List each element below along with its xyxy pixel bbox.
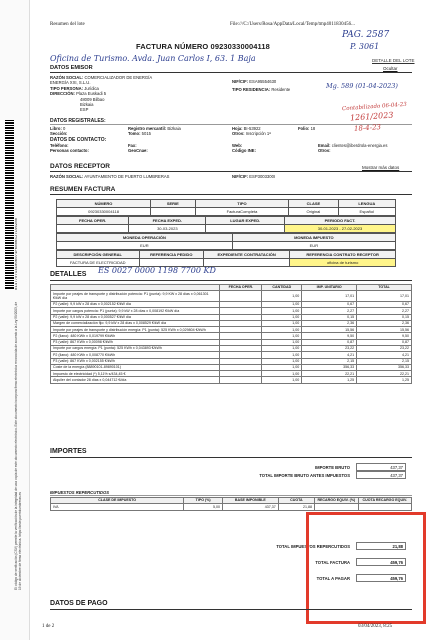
- gross-amount: 437,37: [356, 463, 406, 471]
- contact-col-2: Fax: GeoCnae:: [128, 143, 148, 154]
- batch-detail-link[interactable]: DETALLE DEL LOTE: [372, 58, 415, 63]
- print-date: 03/04/2023, 8:25: [358, 624, 393, 629]
- summary-table: [56, 199, 396, 267]
- hw-account-number: ES 0027 0000 1198 7700 KD: [98, 266, 216, 275]
- amounts-section-title: IMPORTES: [50, 448, 87, 455]
- summary-row-1: NÚMERO SERIE TIPO CLASE LENGUA 09230330004118 FacturaCompleta Original Español: [56, 199, 396, 216]
- barcode-text: 8147707141006071F6806SJ7CV62B0: [15, 217, 19, 290]
- registry-col-3: Hoja: BI-53922 Otros: Inscripción 1ª: [232, 126, 271, 137]
- table-row: P3 (valle): 867 KWh x 0,002155 €/kWh 1,00 2,15 2,15: [51, 358, 412, 364]
- divider: [50, 495, 412, 496]
- table-row: Coste de la energía (88890101-89890101) 1,00 356,33 356,33: [51, 364, 412, 370]
- hw-registry-note: Mg. 589 (01-04-2023): [326, 82, 398, 90]
- batch-summary-label: Resumen del lote: [50, 22, 85, 27]
- hw-location-note: Oficina de Turismo. Avda. Juan Carlos I, 63. 1 Baja: [50, 54, 256, 63]
- taxes-table: CLASE DE IMPUESTO TIPO (%) BASE IMPONIBLE CUOTA RECARGO EQUIV. (%) CUOTA RECARGO EQUIV. IVA 5,00 437,37 21,88: [50, 497, 412, 511]
- total-taxes: 21,88: [356, 542, 406, 550]
- receiver-nif: NIF/CIF: ESP3003300I: [232, 174, 276, 179]
- page-indicator: 1 de 2: [42, 624, 55, 629]
- stamp-date: 18-4-23: [353, 123, 382, 133]
- table-row: P3 (valle): 867 KWh x 0,00098 €/kWh 1,00 0,87 0,87: [51, 339, 412, 345]
- table-row: Alquiler del contador 28 días x 0,044712 €/día 1,00 1,25 1,25: [51, 377, 412, 383]
- verification-note: El código de verificación (CSV) permite la verificación de la integridad de una copia de este documento electrónico. Este documento incorpora firma electrónica reconocida de acuerdo a la Ley 59/2003, de 19 de diciembre de firma electrónica. https://sede.puertolumbreras.es: [14, 301, 22, 590]
- divider: [50, 194, 412, 195]
- receiver-section-title: DATOS RECEPTOR: [50, 163, 110, 170]
- summary-row-2: FECHA OPER. FECHA EXPED. LUGAR EXPED. PERIODO FACT. 30-03-2023 30-01-2023 - 27-02-2023: [56, 216, 396, 233]
- issuer-section-title: DATOS EMISOR: [50, 65, 93, 71]
- divider: [50, 457, 412, 458]
- total-gross-label: TOTAL IMPORTE BRUTO ANTES IMPUESTOS: [259, 473, 350, 478]
- table-row: Impuesto de electricidad (*) 5,11% s/434,45 € 1,00 22,21 22,21: [51, 371, 412, 377]
- stamp-number: 1261/2023: [349, 110, 394, 123]
- total-taxes-label: TOTAL IMPUESTOS REPERCUTIDOS: [276, 544, 350, 549]
- highlight-box: [306, 512, 426, 624]
- registry-section-title: DATOS REGISTRALES:: [50, 118, 106, 124]
- hw-page-number-1: PAG. 2587: [342, 30, 390, 40]
- payment-section-title: DATOS DE PAGO: [50, 600, 108, 607]
- details-section-title: DETALLES: [50, 271, 87, 278]
- verification-sidebar: [0, 0, 30, 640]
- table-row: P2 (llano): 480 KWh x 0,008770 €/kWh 1,00 4,21 4,21: [51, 352, 412, 358]
- divider: [50, 280, 412, 281]
- contact-col-1: Teléfono: Personas contacto:: [50, 143, 89, 154]
- registry-col-1: Libro: 0 Sección:: [50, 126, 68, 137]
- hide-button[interactable]: Ocultar: [383, 66, 398, 71]
- registry-folio: Folio: 18: [298, 126, 316, 131]
- barcode: [5, 120, 14, 290]
- divider: [50, 609, 412, 610]
- issuer-tax-info: NIF/CIF: ESA95554630 TIPO RESIDENCIA: Residente: [232, 79, 291, 92]
- total-invoice-label: TOTAL FACTURA: [315, 560, 350, 565]
- total-to-pay-label: TOTAL A PAGAR: [316, 576, 350, 581]
- contact-col-3: Web: Código INE:: [232, 143, 256, 154]
- file-path: File:///C:/Users/Rosa/AppData/Local/Temp/tmp4011830456...: [230, 22, 355, 27]
- hw-page-number-2: P. 3061: [350, 42, 380, 51]
- table-row: Importe por cargos energía: P1 (punta): 525 KWh x 0,043893 €/kWh 1,00 23,22 23,22: [51, 346, 412, 352]
- gross-amount-label: IMPORTE BRUTO: [314, 465, 350, 470]
- invoice-title: FACTURA NÚMERO 09230330004118: [136, 42, 270, 51]
- contract-reference: oficina de turismo: [290, 259, 396, 267]
- table-row: Importe por peajes de transporte y distribución energía: P1 (punta): 525 KWh x 0,029804 €/kWh 1,00 15,56 15,56: [51, 327, 412, 333]
- tax-row: IVA 5,00 437,37 21,88: [51, 504, 412, 510]
- billing-period: 30-01-2023 - 27-02-2023: [284, 225, 395, 233]
- invoice-document: [36, 0, 427, 640]
- details-table: FECHA OPER. CANTIDAD IMP. UNITARIO TOTAL Importe por peajes de transporte y distribución potencia: P1 (punta): 9,9 KW x 28 días x 0,061301 €/kW día 1,00 17,01 17,01 P2 (valle): 9,9 kW x 28 días x 0,002152 €/kW día 1,00 0,67 0,67 Importe por cargos potencia: P1 (punta): 9,9 kW x 28 días x 0,008192 €/kW día 1,00 2,27 2,27 P2 (valle): 9,9 kW x 28 días x 0,000527 €/kW día 1,00 0,15 0,15 Margen de comercialización fijo: 9,9 kW x 28 días x 0,008529 €/kW día 1,00 2,36 2,36 Importe por peajes de transporte y distribución energía: P1 (punta): 525 KWh x 0,029804 €/kWh 1,00 15,56 15,56 P2 (llano): 480 KWh x 0,019799 €/kWh 1,00 9,50 9,50 P3 (valle): 867 KWh x 0,00098 €/kWh 1,00 0,87 0,87 Importe por cargos energía: P1 (punta): 525 KWh x 0,043893 €/kWh 1,00 23,22 23,22 P2 (llano): 480 KWh x 0,008770 €/kWh 1,00 4,21 4,21 P3 (valle): 867 KWh x 0,002155 €/kWh 1,00 2,15 2,15 Coste de la energía (88890101-89890101) 1,00 356,33 356,33 Impuesto de electricidad (*) 5,11% s/434,45 € 1,00 22,21 22,21 Alquiler del contador 28 días x 0,044712 €/día 1,00 1,25 1,25: [50, 284, 412, 384]
- summary-row-3: MONEDA OPERACIÓN MONEDA IMPUESTO EUR EUR: [56, 233, 396, 250]
- table-row: P2 (llano): 480 KWh x 0,019799 €/kWh 1,00 9,50 9,50: [51, 333, 412, 339]
- summary-row-4: DESCRIPCIÓN GENERAL REFERENCIA PEDIDO EXPEDIENTE CONTRATACIÓN REFERENCIA CONTRATO RECEPTOR FACTURA DE ELECTRICIDAD oficina de turismo: [56, 250, 396, 267]
- total-invoice: 459,76: [356, 558, 406, 566]
- table-row: P2 (valle): 9,9 kW x 28 días x 0,000527 €/kW día 1,00 0,15 0,15: [51, 314, 412, 320]
- table-row: Importe por peajes de transporte y distribución potencia: P1 (punta): 9,9 KW x 28 días x 0,061301 €/kW día 1,00 17,01 17,01: [51, 291, 412, 302]
- total-to-pay: 459,76: [356, 574, 406, 582]
- total-gross: 437,37: [356, 471, 406, 479]
- contact-col-4: Email: clientes@iberdrola-energia.es Otros:: [318, 143, 388, 154]
- table-row: Margen de comercialización fijo: 9,9 kW x 28 días x 0,008529 €/kW día 1,00 2,36 2,36: [51, 320, 412, 326]
- table-row: P2 (valle): 9,9 kW x 28 días x 0,002152 €/kW día 1,00 0,67 0,67: [51, 302, 412, 308]
- show-more-button[interactable]: Mostrar más datos: [362, 165, 400, 170]
- contact-section-title: DATOS DE CONTACTO:: [50, 137, 107, 143]
- divider: [50, 171, 412, 172]
- registry-col-2: Registro mercantil: Bizkaia Tomo: 5015: [128, 126, 181, 137]
- table-row: Importe por cargos potencia: P1 (punta): 9,9 kW x 28 días x 0,008192 €/kW día 1,00 2,27 2,27: [51, 308, 412, 314]
- receiver-name: RAZÓN SOCIAL: AYUNTAMIENTO DE PUERTO LUMBRERAS: [50, 174, 170, 179]
- divider: [50, 72, 412, 73]
- summary-section-title: RESUMEN FACTURA: [50, 186, 116, 193]
- taxes-section-title: IMPUESTOS REPERCUTIDOS: [50, 490, 110, 495]
- stamp-accounted: Contabilizado 06-04-23: [341, 101, 407, 113]
- issuer-details: RAZÓN SOCIAL: COMERCIALIZADOR DE ENERGÍA ENERGÍA XXI, S.L.U. TIPO PERSONA: Jurídica DIRECCIÓN: Plaza Euskadi 5 48009 Bilbao Bizkaia ESP: [50, 75, 153, 113]
